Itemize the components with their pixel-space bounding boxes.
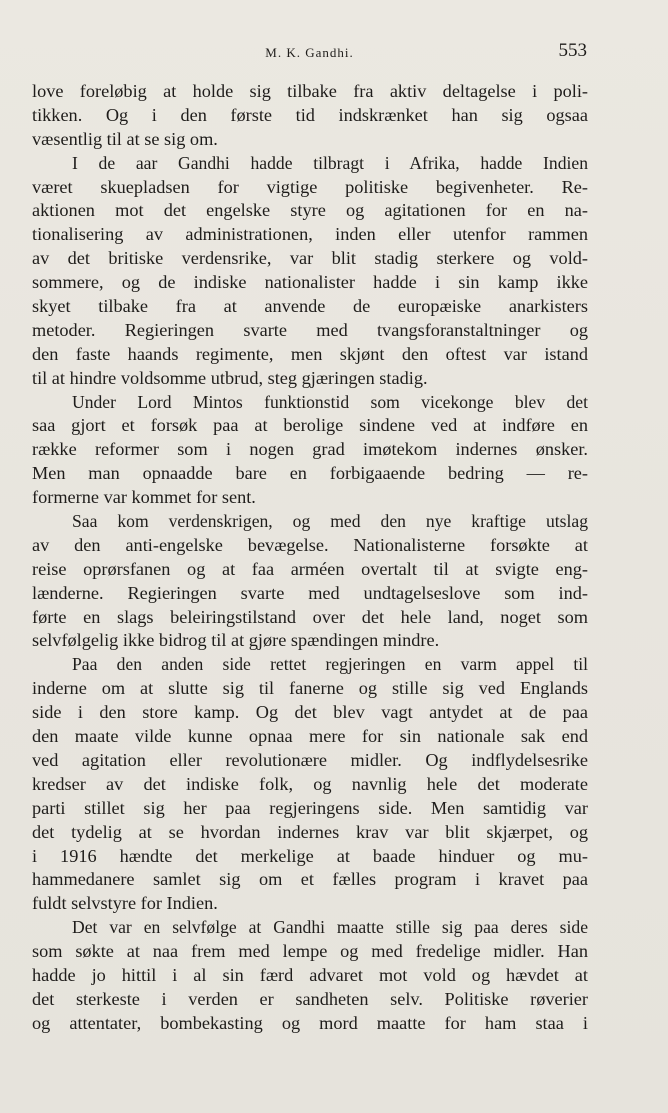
text-line: det sterkeste i verden er sandheten selv. Politiske røverier	[32, 988, 588, 1009]
text-line: væsentlig til at se sig om.	[32, 128, 218, 149]
page-header	[32, 40, 587, 66]
running-head: M. K. Gandhi.	[265, 45, 354, 60]
text-line: parti stillet sig her paa regjeringens side. Men samtidig var	[32, 797, 588, 818]
text-line: førte en slags beleiringstilstand over det hele land, noget som	[32, 606, 588, 627]
text-line: fuldt selvstyre for Indien.	[32, 893, 218, 914]
body-text	[32, 80, 588, 1036]
text-line: metoder. Regieringen svarte med tvangsforanstaltninger og	[32, 319, 588, 340]
text-line: Det var en selvfølge at Gandhi maatte stille sig paa deres side	[72, 917, 588, 938]
text-line: hammedanere samlet sig om et fælles program i kravet paa	[32, 869, 588, 890]
text-line: side i den store kamp. Og det blev vagt antydet at de paa	[32, 702, 588, 723]
text-line: Paa den anden side rettet regjeringen en varm appel til	[72, 654, 588, 675]
text-line: og attentater, bombekasting og mord maatte for ham staa i	[32, 1012, 588, 1033]
text-line: av den anti-engelske bevægelse. Nationalisterne forsøkte at	[32, 534, 588, 555]
text-line: lænderne. Regieringen svarte med undtagelseslove som ind-	[32, 582, 588, 603]
text-line: love foreløbig at holde sig tilbake fra aktiv deltagelse i poli-	[32, 81, 588, 101]
text-line: Saa kom verdenskrigen, og med den nye kraftige utslag	[72, 511, 588, 532]
text-line: sommere, og de indiske nationalister hadde i sin kamp ikke	[32, 272, 588, 293]
text-line: av det britiske verdensrike, var blit stadig sterkere og vold-	[32, 248, 588, 269]
text-line: I de aar Gandhi hadde tilbragt i Afrika, hadde Indien	[72, 152, 588, 173]
text-line: tionalisering av administrationen, inden eller utenfor rammen	[32, 224, 588, 245]
text-line: kredser av det indiske folk, og navnlig hele det moderate	[32, 773, 588, 794]
text-line: hadde jo hittil i al sin færd advaret mot vold og hævdet at	[32, 964, 588, 985]
page-number: 553	[558, 40, 587, 61]
text-line: reise oprørsfanen og at faa arméen overtalt til at svigte eng-	[32, 558, 588, 579]
text-line: selvfølgelig ikke bidrog til at gjøre spændingen mindre.	[32, 630, 440, 651]
text-line: været skuepladsen for vigtige politiske begivenheter. Re-	[32, 176, 588, 197]
text-line: formerne var kommet for sent.	[32, 487, 256, 508]
text-line: i 1916 hændte det merkelige at baade hinduer og mu-	[32, 845, 588, 866]
text-line: den faste haands regimente, men skjønt den oftest var istand	[32, 343, 588, 364]
text-line: inderne om at slutte sig til fanerne og stille sig ved Englands	[32, 678, 588, 699]
text-line: Men man opnaadde bare en forbigaaende bedring — re-	[32, 463, 588, 484]
text-line: Under Lord Mintos funktionstid som vicekonge blev det	[72, 391, 588, 412]
text-line: aktionen mot det engelske styre og agitationen for en na-	[32, 200, 588, 221]
text-line: tikken. Og i den første tid indskrænket han sig ogsaa	[32, 104, 588, 125]
text-line: skyet tilbake fra at anvende de europæiske anarkisters	[32, 296, 588, 317]
text-line: række reformer som i nogen grad imøtekom indernes ønsker.	[32, 439, 588, 460]
text-line: saa gjort et forsøk paa at berolige sindene ved at indføre en	[32, 415, 588, 436]
text-line: ved agitation eller revolutionære midler. Og indflydelsesrike	[32, 749, 588, 770]
text-line: den maate vilde kunne opnaa mere for sin nationale sak end	[32, 726, 588, 747]
text-line: som søkte at naa frem med lempe og med fredelige midler. Han	[32, 941, 588, 962]
text-line: til at hindre voldsomme utbrud, steg gjæringen stadig.	[32, 367, 428, 388]
text-line: det tydelig at se hvordan indernes krav var blit skjærpet, og	[32, 821, 588, 842]
